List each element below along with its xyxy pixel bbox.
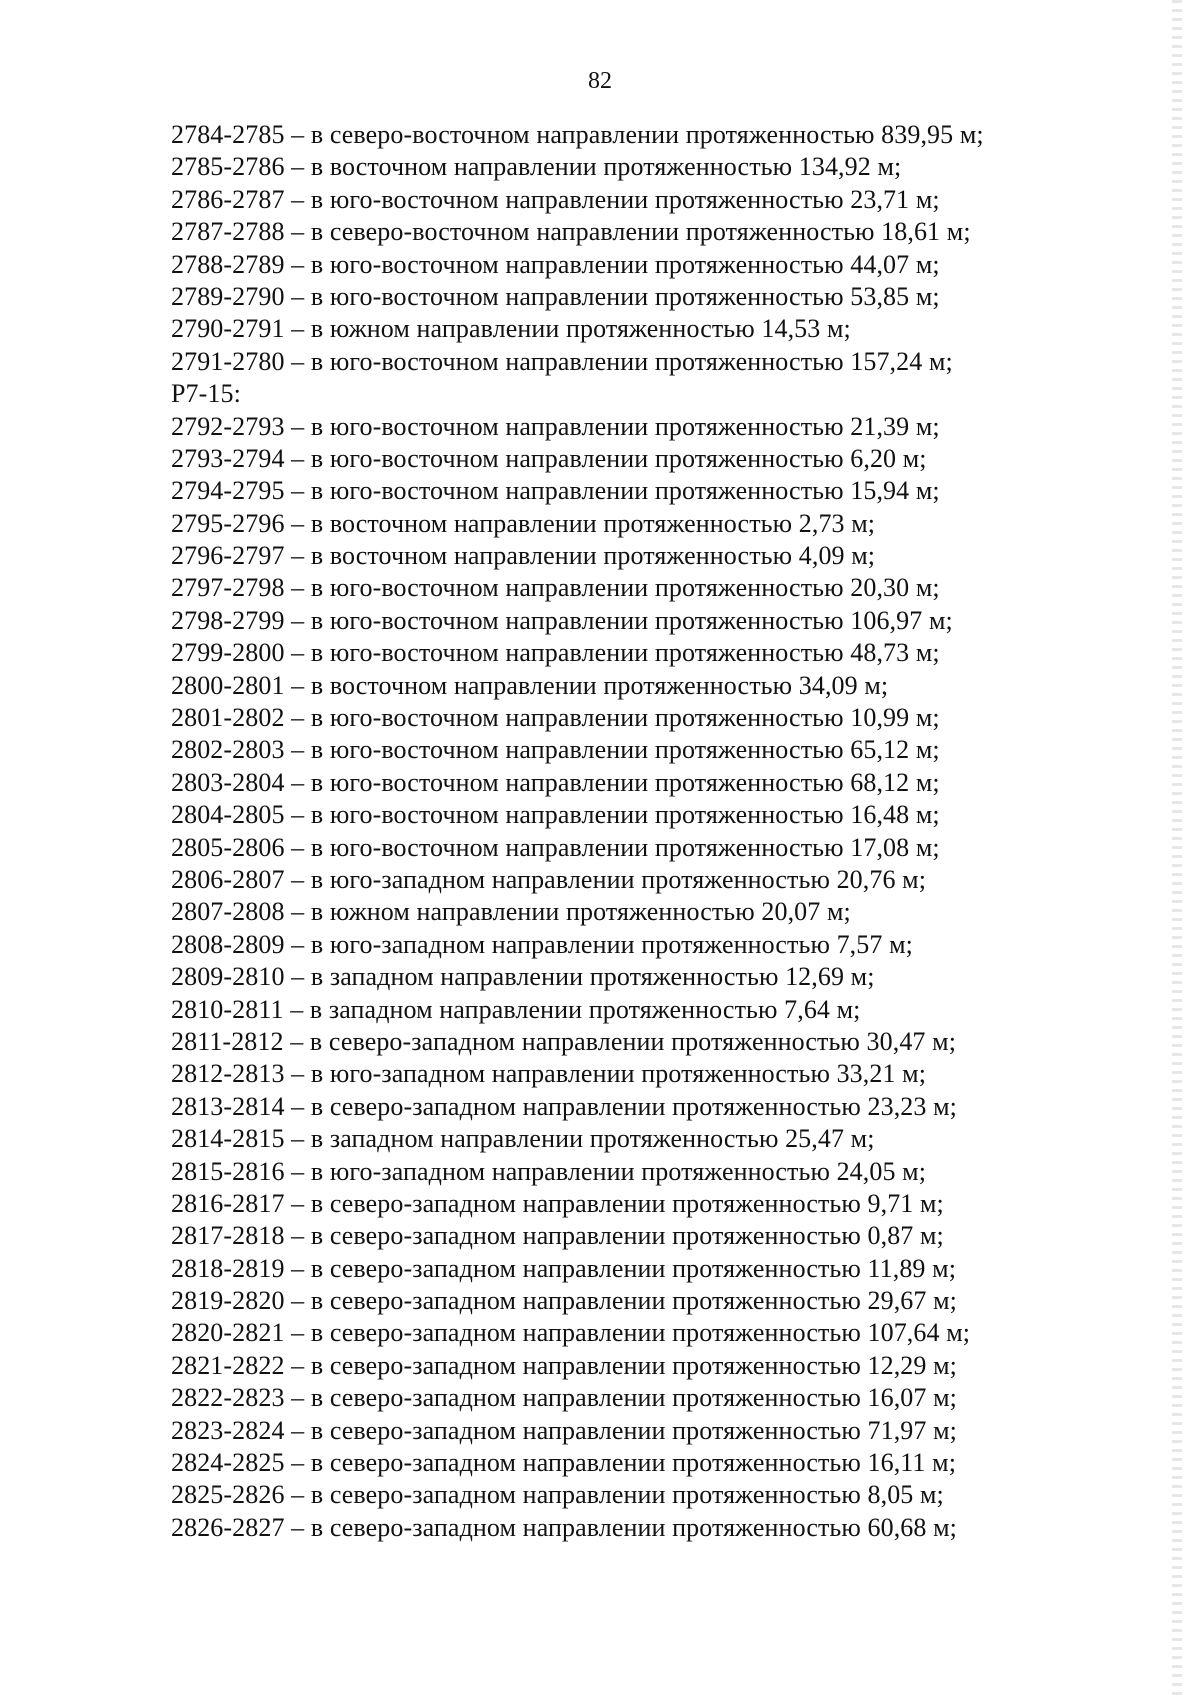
text-line: 2815-2816 – в юго-западном направлении протяженностью 24,05 м; xyxy=(171,1156,927,1186)
text-line: 2800-2801 – в восточном направлении протяженностью 34,09 м; xyxy=(171,670,889,700)
text-line: 2789-2790 – в юго-восточном направлении протяженностью 53,85 м; xyxy=(171,281,940,311)
page-number: 82 xyxy=(588,68,612,94)
text-line: 2816-2817 – в северо-западном направлении протяженностью 9,71 м; xyxy=(171,1188,944,1218)
text-line: 2819-2820 – в северо-западном направлении протяженностью 29,67 м; xyxy=(171,1286,957,1316)
boundary-description-list xyxy=(171,119,1071,1544)
text-line: 2798-2799 – в юго-восточном направлении протяженностью 106,97 м; xyxy=(171,605,953,635)
text-line: 2823-2824 – в северо-западном направлении протяженностью 71,97 м; xyxy=(171,1415,957,1445)
text-line: 2803-2804 – в юго-восточном направлении протяженностью 68,12 м; xyxy=(171,767,940,797)
text-line: 2818-2819 – в северо-западном направлении протяженностью 11,89 м; xyxy=(171,1253,957,1283)
text-line: 2790-2791 – в южном направлении протяженностью 14,53 м; xyxy=(171,314,851,344)
text-line: 2805-2806 – в юго-восточном направлении протяженностью 17,08 м; xyxy=(171,832,940,862)
text-line: 2784-2785 – в северо-восточном направлении протяженностью 839,95 м; xyxy=(171,120,984,149)
text-line: 2804-2805 – в юго-восточном направлении протяженностью 16,48 м; xyxy=(171,800,940,830)
text-line: 2806-2807 – в юго-западном направлении протяженностью 20,76 м; xyxy=(171,864,927,894)
text-line: 2787-2788 – в северо-восточном направлении протяженностью 18,61 м; xyxy=(171,217,971,247)
text-line: 2802-2803 – в юго-восточном направлении протяженностью 65,12 м; xyxy=(171,735,940,765)
scan-edge-artifact xyxy=(1172,0,1182,1696)
text-line: 2814-2815 – в западном направлении протяженностью 25,47 м; xyxy=(171,1124,875,1154)
text-line: 2811-2812 – в северо-западном направлении протяженностью 30,47 м; xyxy=(171,1026,957,1056)
text-line: 2791-2780 – в юго-восточном направлении протяженностью 157,24 м; xyxy=(171,346,953,376)
text-line: 2794-2795 – в юго-восточном направлении протяженностью 15,94 м; xyxy=(171,476,940,506)
text-line: 2799-2800 – в юго-восточном направлении протяженностью 48,73 м; xyxy=(171,638,940,668)
text-line: 2810-2811 – в западном направлении протяженностью 7,64 м; xyxy=(171,994,861,1024)
text-line: Р7-15: xyxy=(171,379,241,409)
text-line: 2808-2809 – в юго-западном направлении протяженностью 7,57 м; xyxy=(171,929,913,959)
text-line: 2822-2823 – в северо-западном направлении протяженностью 16,07 м; xyxy=(171,1383,957,1413)
text-line: 2793-2794 – в юго-восточном направлении протяженностью 6,20 м; xyxy=(171,443,927,473)
text-line: 2792-2793 – в юго-восточном направлении протяженностью 21,39 м; xyxy=(171,411,940,441)
text-line: 2785-2786 – в восточном направлении протяженностью 134,92 м; xyxy=(171,152,902,182)
text-line: 2801-2802 – в юго-восточном направлении протяженностью 10,99 м; xyxy=(171,703,940,733)
text-line: 2795-2796 – в восточном направлении протяженностью 2,73 м; xyxy=(171,508,876,538)
text-line: 2824-2825 – в северо-западном направлении протяженностью 16,11 м; xyxy=(171,1448,957,1478)
text-line: 2807-2808 – в южном направлении протяженностью 20,07 м; xyxy=(171,897,851,927)
text-line: 2788-2789 – в юго-восточном направлении протяженностью 44,07 м; xyxy=(171,249,940,279)
text-line: 2786-2787 – в юго-восточном направлении протяженностью 23,71 м; xyxy=(171,184,940,214)
text-line: 2821-2822 – в северо-западном направлении протяженностью 12,29 м; xyxy=(171,1350,957,1380)
text-line: 2820-2821 – в северо-западном направлении протяженностью 107,64 м; xyxy=(171,1318,971,1348)
text-line: 2796-2797 – в восточном направлении протяженностью 4,09 м; xyxy=(171,541,876,571)
text-line: 2826-2827 – в северо-западном направлении протяженностью 60,68 м; xyxy=(171,1512,957,1542)
text-line: 2817-2818 – в северо-западном направлении протяженностью 0,87 м; xyxy=(171,1221,944,1251)
text-line: 2813-2814 – в северо-западном направлении протяженностью 23,23 м; xyxy=(171,1091,957,1121)
text-line: 2825-2826 – в северо-западном направлении протяженностью 8,05 м; xyxy=(171,1480,944,1510)
text-line: 2809-2810 – в западном направлении протяженностью 12,69 м; xyxy=(171,962,875,992)
text-line: 2797-2798 – в юго-восточном направлении протяженностью 20,30 м; xyxy=(171,573,940,603)
text-line: 2812-2813 – в юго-западном направлении протяженностью 33,21 м; xyxy=(171,1059,927,1089)
